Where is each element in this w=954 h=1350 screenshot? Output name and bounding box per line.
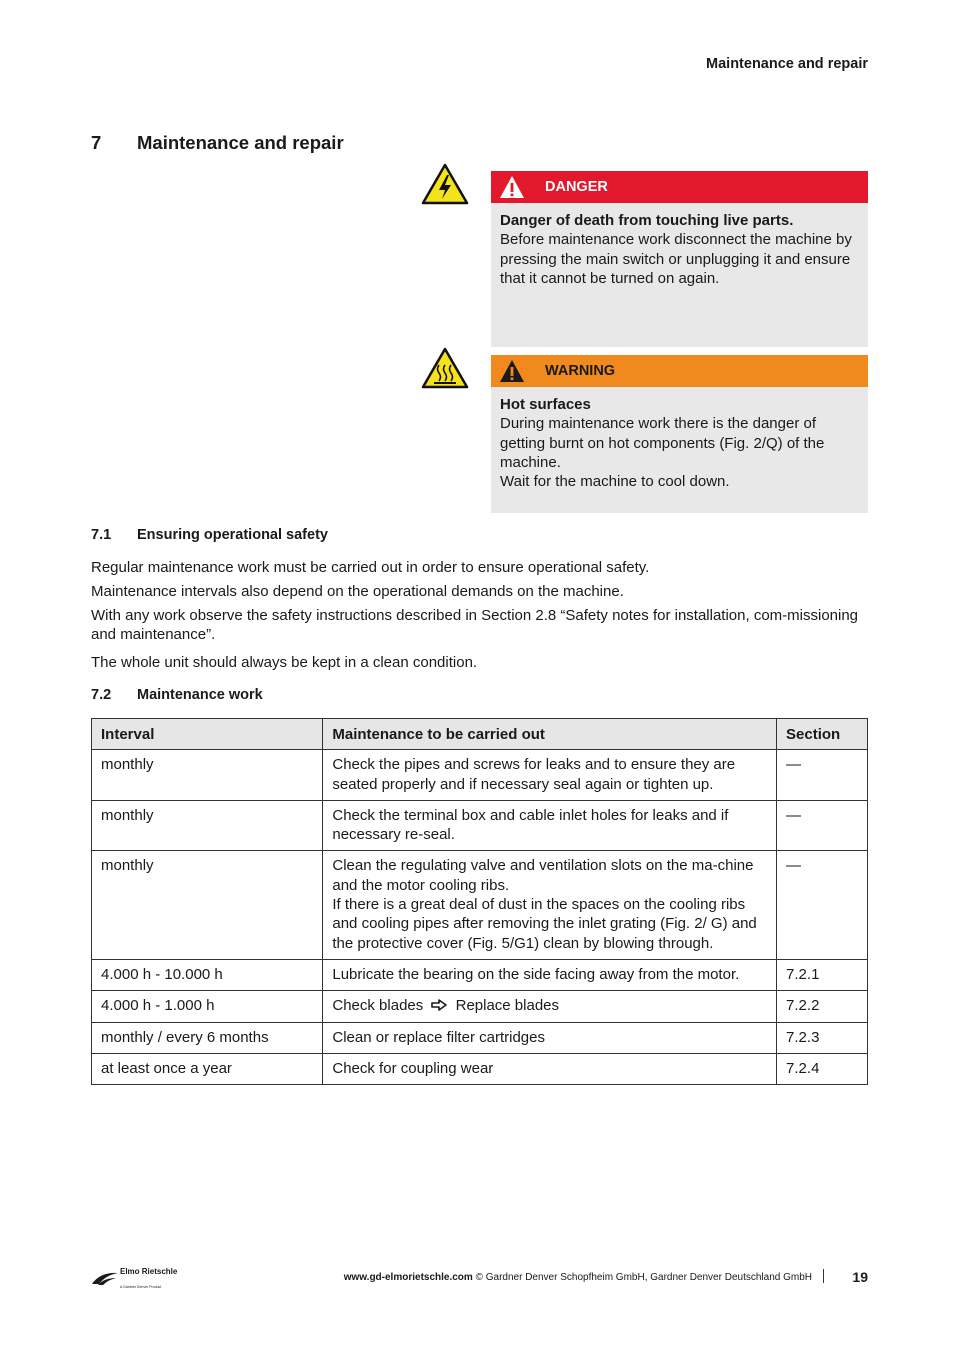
logo-subtext: A Gardner Denver Product: [120, 1285, 162, 1289]
logo-text: Elmo Rietschle: [120, 1267, 178, 1276]
footer-text: [344, 1272, 812, 1283]
footer-separator: [823, 1269, 824, 1283]
warning-notice: [491, 355, 868, 513]
chapter-title: Maintenance and repair: [137, 132, 344, 153]
danger-header: [491, 171, 868, 203]
table-row: [92, 1053, 868, 1084]
section-cell: 7.2.3: [777, 1022, 868, 1053]
table-row: [92, 750, 868, 801]
table-row: [92, 851, 868, 959]
section-title: Maintenance work: [137, 687, 263, 703]
maintenance-table: [91, 718, 868, 1085]
interval-cell: monthly: [92, 800, 323, 851]
section-heading-7-2: [91, 687, 263, 703]
task-cell: Check the terminal box and cable inlet holes for leaks and if necessary re-seal.: [323, 800, 777, 851]
paragraph: The whole unit should always be kept in a clean condition.: [91, 654, 478, 671]
section-cell: —: [777, 800, 868, 851]
task-text: Clean the regulating valve and ventilation slots on the ma-chine and the motor cooling ribs.: [332, 857, 754, 894]
task-cell: Check the pipes and screws for leaks and to ensure they are seated properly and if necessary seal again or tighten up.: [323, 750, 777, 801]
task-text-2: If there is a great deal of dust in the spaces on the cooling ribs and cooling pipes after removing the inlet grating (Fig. 2/ G) and the protective cover (Fig. 5/G1) clean by blowing through.: [332, 896, 757, 952]
section-number: 7.2: [91, 687, 112, 703]
paragraph: Maintenance intervals also depend on the operational demands on the machine.: [91, 583, 624, 600]
danger-heading: Danger of death from touching live parts.: [500, 212, 794, 229]
danger-exclamation-icon: [499, 174, 525, 200]
section-cell: —: [777, 750, 868, 801]
paragraph: With any work observe the safety instructions described in Section 2.8 “Safety notes for installation, com-missioning and maintenance”.: [91, 607, 859, 643]
task-cell: Lubricate the bearing on the side facing away from the motor.: [323, 959, 777, 990]
column-header-section: Section: [777, 719, 868, 750]
page-number: 19: [852, 1269, 868, 1285]
footer-copyright: © Gardner Denver Schopfheim GmbH, Gardner Denver Deutschland GmbH: [475, 1272, 812, 1283]
warning-heading: Hot surfaces: [500, 396, 591, 413]
interval-cell: monthly: [92, 851, 323, 959]
logo-swoosh-icon: [90, 1270, 120, 1286]
task-cell: [323, 851, 777, 959]
warning-text: During maintenance work there is the danger of getting burnt on hot components (Fig. 2/Q) of the machine.: [500, 415, 825, 471]
running-header: Maintenance and repair: [706, 56, 868, 72]
table-row: [92, 991, 868, 1022]
column-header-interval: Interval: [92, 719, 323, 750]
electric-hazard-icon: [421, 163, 469, 205]
table-row: [92, 1022, 868, 1053]
chapter-number: 7: [91, 132, 102, 153]
paragraph: Regular maintenance work must be carried out in order to ensure operational safety.: [91, 559, 650, 576]
column-header-task: Maintenance to be carried out: [323, 719, 777, 750]
warning-text-2: Wait for the machine to cool down.: [500, 473, 730, 491]
arrow-right-icon: [431, 999, 447, 1011]
task-cell: Clean or replace filter cartridges: [323, 1022, 777, 1053]
company-logo: [90, 1266, 178, 1290]
danger-notice: [491, 171, 868, 347]
danger-label: DANGER: [545, 179, 608, 195]
chapter-heading: [91, 132, 344, 154]
warning-exclamation-icon: [499, 358, 525, 384]
task-text: Check blades: [332, 997, 424, 1015]
section-cell: 7.2.1: [777, 959, 868, 990]
danger-text: Before maintenance work disconnect the machine by pressing the main switch or unplugging it and ensure that it cannot be turned on again.: [500, 231, 852, 287]
task-text-after-arrow: Replace blades: [455, 997, 560, 1015]
warning-header: [491, 355, 868, 387]
section-title: Ensuring operational safety: [137, 527, 328, 543]
warning-label: WARNING: [545, 363, 616, 379]
interval-cell: monthly / every 6 months: [92, 1022, 323, 1053]
interval-cell: 4.000 h - 1.000 h: [92, 991, 323, 1022]
interval-cell: monthly: [92, 750, 323, 801]
table-row: [92, 800, 868, 851]
hot-surface-icon: [421, 347, 469, 389]
section-cell: —: [777, 851, 868, 959]
interval-cell: at least once a year: [92, 1053, 323, 1084]
footer-url: www.gd-elmorietschle.com: [343, 1272, 473, 1283]
task-cell: Check for coupling wear: [323, 1053, 777, 1084]
section-cell: 7.2.4: [777, 1053, 868, 1084]
table-row: [92, 959, 868, 990]
section-number: 7.1: [91, 527, 112, 543]
interval-cell: 4.000 h - 10.000 h: [92, 959, 323, 990]
table-header-row: [92, 719, 868, 750]
section-cell: 7.2.2: [777, 991, 868, 1022]
section-heading-7-1: [91, 527, 328, 543]
task-cell: [323, 991, 777, 1022]
